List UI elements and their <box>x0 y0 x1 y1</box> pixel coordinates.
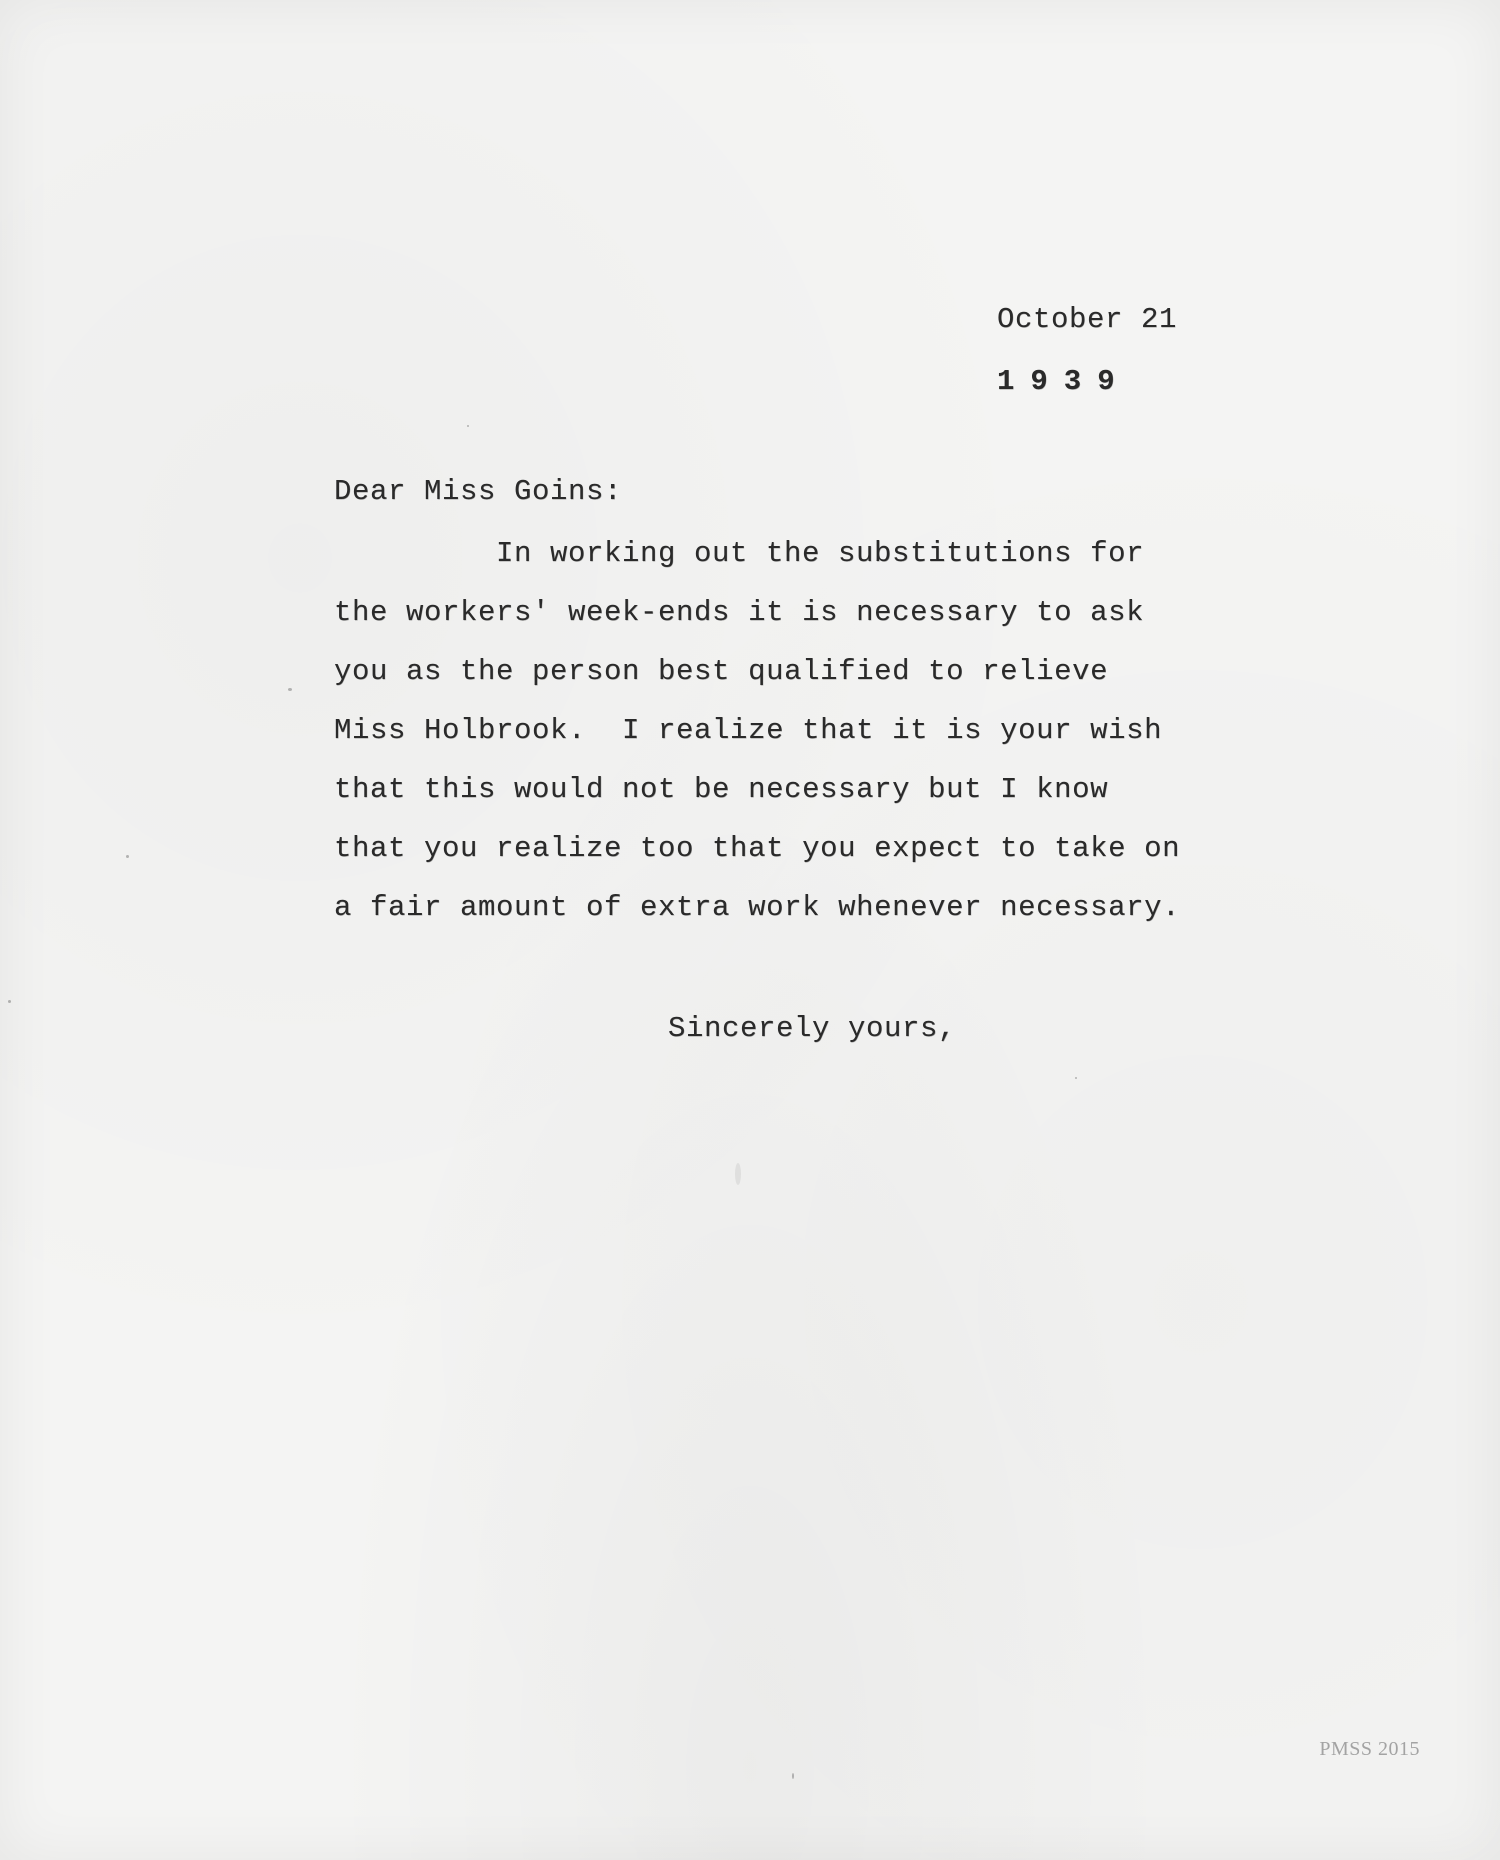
paper-speck <box>1075 1077 1077 1079</box>
letter-body-line: you as the person best qualified to relieve <box>334 655 1109 688</box>
paper-speck <box>792 1773 794 1779</box>
paper-speck <box>288 688 292 691</box>
paper-speck <box>735 1163 741 1185</box>
letter-body <box>334 524 1194 937</box>
letter-body-line: the workers' week-ends it is necessary to ask <box>334 596 1145 629</box>
letter-closing: Sincerely yours, <box>668 1012 957 1045</box>
archive-stamp: PMSS 2015 <box>1319 1738 1420 1760</box>
letter-date-year: 1939 <box>997 365 1131 398</box>
letter-body-line: Miss Holbrook. I realize that it is your wish <box>334 714 1163 747</box>
paper-speck <box>467 425 469 427</box>
letter-date-month-day: October 21 <box>997 303 1178 336</box>
letter-body-line: that this would not be necessary but I know <box>334 773 1109 806</box>
letter-body-line: In working out the substitutions for <box>496 537 1145 570</box>
letter-salutation: Dear Miss Goins: <box>334 475 623 508</box>
letter-body-line: that you realize too that you expect to take on <box>334 832 1181 865</box>
paper-speck <box>8 1000 11 1003</box>
letter-body-line: a fair amount of extra work whenever necessary. <box>334 891 1181 924</box>
paper-speck <box>126 855 129 858</box>
